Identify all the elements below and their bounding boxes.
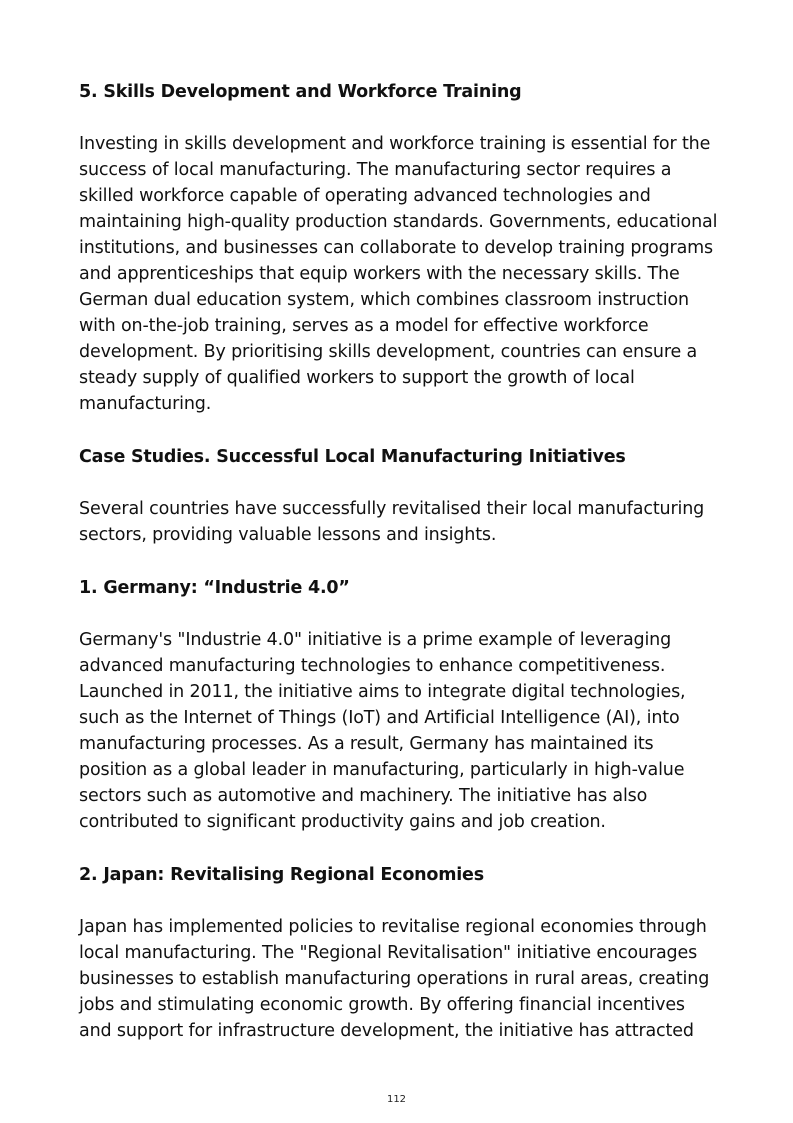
section-heading-germany: 1. Germany: “Industrie 4.0” bbox=[79, 578, 350, 598]
section-body-germany: Germany's "Industrie 4.0" initiative is a prime example of leveraging advanced manufacturing technologies to enhance competitiveness. Launched in 2011, the initiative aims to integrate digital technologies, such as the Internet of Things (IoT) and Artificial Intelligence (AI), into manufacturing processes. As a result, Germany has maintained its position as a global leader in manufacturing, particularly in high-value sectors such as automotive and machinery. The initiative has also contributed to significant productivity gains and job creation. bbox=[79, 630, 686, 832]
section-heading-japan: 2. Japan: Revitalising Regional Economies bbox=[79, 865, 484, 885]
section-heading-skills: 5. Skills Development and Workforce Training bbox=[79, 82, 522, 102]
section-body-japan: Japan has implemented policies to revitalise regional economies through local manufacturing. The "Regional Revitalisation" initiative encourages businesses to establish manufacturing operations in rural areas, creating jobs and stimulating economic growth. By offering financial incentives and support for infrastructure development, the initiative has attracted bbox=[79, 917, 710, 1041]
section-body-case-studies: Several countries have successfully revitalised their local manufacturing sectors, providing valuable lessons and insights. bbox=[79, 499, 705, 545]
document-page bbox=[79, 79, 719, 1044]
section-heading-case-studies: Case Studies. Successful Local Manufacturing Initiatives bbox=[79, 447, 626, 467]
section-body-skills: Investing in skills development and workforce training is essential for the success of local manufacturing. The manufacturing sector requires a skilled workforce capable of operating advanced technologies and maintaining high-quality production standards. Governments, educational institutions, and businesses can collaborate to develop training programs and apprenticeships that equip workers with the necessary skills. The German dual education system, which combines classroom instruction with on-the-job training, serves as a model for effective workforce development. By prioritising skills development, countries can ensure a steady supply of qualified workers to support the growth of local manufacturing. bbox=[79, 134, 718, 414]
page-number: 112 bbox=[386, 1094, 407, 1105]
